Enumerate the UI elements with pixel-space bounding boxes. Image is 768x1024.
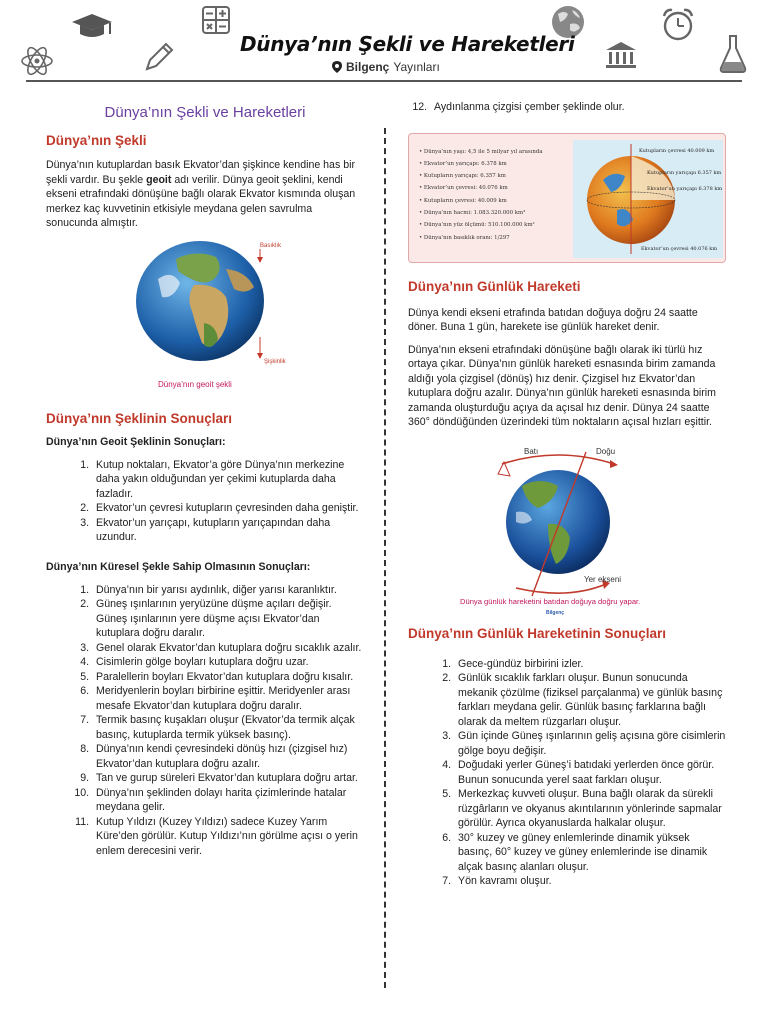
list-item: 6. 30° kuzey ve güney enlemlerinde dinamik yüksek basınç, 60° kuzey ve güney enlemlerinde ise dinamik alçak basınç alanları oluşur. bbox=[454, 831, 726, 875]
atom-icon bbox=[20, 44, 54, 78]
pencil-icon bbox=[142, 40, 176, 74]
graduation-cap-icon bbox=[70, 12, 114, 42]
fig2-east: Doğu bbox=[596, 446, 616, 456]
diagram-label: Kutupların yarıçapı 6.357 km bbox=[647, 169, 722, 176]
shape-paragraph bbox=[46, 158, 364, 231]
rotation-figure bbox=[408, 440, 726, 616]
fig1-label-top: Basıklık bbox=[260, 242, 282, 249]
museum-icon bbox=[604, 40, 638, 70]
subheading-geoit: Dünya’nın Geoit Şeklinin Sonuçları: bbox=[46, 435, 226, 448]
fact-item: • Dünya’nın hacmi: 1.083.320.000 km³ bbox=[419, 207, 543, 219]
list-item: 2. Günlük sıcaklık farkları oluşur. Bunun sonucunda mekanik çözülme (fiziksel parçalanma) ve günlük basınç farkları meydana gelir. Günlük basınç farklarına bağlı olarak da meltem rüzgarları oluşur. bbox=[454, 671, 726, 729]
flask-icon bbox=[718, 34, 748, 74]
pin-icon bbox=[332, 61, 342, 73]
page-header bbox=[0, 0, 768, 84]
section-main-title: Dünya’nın Şekli ve Hareketleri bbox=[104, 104, 306, 121]
daily-paragraph-2: Dünya’nın ekseni etrafındaki dönüşüne bağlı olarak iki türlü hız ortaya çıkar. Dünya’nın günlük hareketi esnasında birim zamanda aldığı yola çizgisel (dönüş) hız denir. Çizgisel hız Ekvator’dan kutuplara doğru azalır. Dünya’nın günlük hareketi esnasında birim zamanda oluşturduğu açıya da açısal hız denir. Dünya 24 saatte 360° döndüğünden üzerindeki tüm noktaların açısal hızları eşittir. bbox=[408, 343, 716, 428]
daily-results-list bbox=[436, 657, 726, 889]
calculator-icon bbox=[202, 6, 230, 34]
list-item: 9. Tan ve gurup süreleri Ekvator’dan kutuplara doğru artar. bbox=[92, 771, 364, 786]
section-title-shape: Dünya’nın Şekli bbox=[46, 133, 147, 148]
list-item: 6. Meridyenlerin boyları birbirine eşittir. Meridyenler arası mesafe Ekvator’dan kutuplara doğru daralır. bbox=[92, 684, 364, 713]
section-title-daily-results: Dünya’nın Günlük Hareketinin Sonuçları bbox=[408, 625, 667, 641]
daily-paragraph-1: Dünya kendi ekseni etrafında batıdan doğuya doğru 24 saatte döner. Buna 1 gün, harekete ise günlük hareket denir. bbox=[408, 306, 698, 333]
list-item: 4. Cisimlerin gölge boyları kutuplara doğru uzar. bbox=[92, 655, 364, 670]
diagram-label: Ekvator’un yarıçapı 6.378 km bbox=[647, 185, 723, 192]
geoid-globe-image bbox=[46, 239, 364, 399]
fig2-west: Batı bbox=[524, 446, 539, 456]
publisher-name: Yayınları bbox=[393, 60, 440, 74]
list-item: 11. Kutup Yıldızı (Kuzey Yıldızı) sadece Kuzey Yarım Küre’den görülür. Kutup Yıldızı’nın görülme açısı o yerin enlem derecesini verir. bbox=[92, 815, 364, 859]
list-item: 3. Ekvator’un yarıçapı, kutupların yarıçapından daha uzundur. bbox=[92, 516, 364, 545]
list-item: 3. Gün içinde Güneş ışınlarının geliş açısına göre cisimlerin gölge boyu değişir. bbox=[454, 729, 726, 758]
list-item: 2. Ekvator’un çevresi kutupların çevresinden daha geniştir. bbox=[92, 501, 364, 516]
subheading-kuresel: Dünya’nın Küresel Şekle Sahip Olmasının Sonuçları: bbox=[46, 560, 311, 573]
list-item: 2. Güneş ışınlarının yeryüzüne düşme açıları değişir. Güneş ışınlarının yere düşme açısı Ekvator’dan kutuplara doğru daralır. bbox=[92, 597, 364, 641]
list-item: 5. Merkezkaç kuvveti oluşur. Buna bağlı olarak da sürekli rüzgârların ve okyanus akıntılarının yönlerinde sapmalar görülür. Ayrıca okyanuslarda halkalar oluşur. bbox=[454, 787, 726, 831]
earth-facts-box bbox=[408, 133, 726, 263]
left-column bbox=[46, 100, 364, 858]
geoit-results-list bbox=[74, 458, 364, 545]
shape-text-a: Dünya’nın kutuplardan basık Ekvator’dan şişkince kendine has bir şekli vardır. Bu şekle bbox=[46, 159, 355, 186]
globe-diagram bbox=[573, 140, 723, 258]
page-title: Dünya’nın Şekli ve Hareketleri bbox=[240, 32, 575, 56]
right-column bbox=[408, 100, 726, 889]
section-title-daily: Dünya’nın Günlük Hareketi bbox=[408, 278, 581, 294]
publisher-logo bbox=[332, 60, 440, 74]
geoid-figure bbox=[46, 239, 364, 399]
fig1-caption: Dünya’nın geoit şekli bbox=[158, 379, 232, 389]
shape-text-b: adı verilir. Dünya geoit şeklini, kendi ekseni etrafındaki dönüşüne bağlı olarak Ekvator kısmında oluşan merkez kaç kuvvetinin etkisiyle meydana gelen savrulma sonucunda almıştır. bbox=[46, 173, 356, 229]
fact-item: • Kutupların çevresi: 40.009 km bbox=[419, 195, 543, 207]
shape-text-bold: geoit bbox=[146, 173, 172, 186]
fact-item: • Dünya’nın basıklık oranı: 1/297 bbox=[419, 232, 543, 244]
list-item: 7. Termik basınç kuşakları oluşur (Ekvator’da termik alçak basınç, kutuplarda termik yüksek basınç). bbox=[92, 713, 364, 742]
section-title-results: Dünya’nın Şeklinin Sonuçları bbox=[46, 410, 233, 426]
list-item: 10. Dünya’nın şeklinden dolayı harita çizimlerinde hatalar meydana gelir. bbox=[92, 786, 364, 815]
list-item: 5. Paralellerin boyları Ekvator’dan kutuplara doğru kısalır. bbox=[92, 670, 364, 685]
list-item: 12. Aydınlanma çizgisi çember şeklinde olur. bbox=[430, 100, 726, 115]
fig2-caption: Dünya günlük hareketini batıdan doğuya doğru yapar. bbox=[460, 596, 641, 606]
publisher-brand: Bilgenç bbox=[346, 60, 390, 74]
fig2-axis: Yer ekseni bbox=[584, 574, 622, 584]
kuresel-results-list bbox=[74, 583, 364, 859]
column-divider bbox=[384, 128, 386, 988]
fig1-label-bottom: Şişkinlik bbox=[264, 358, 286, 365]
rotation-globe-image bbox=[408, 440, 726, 616]
list-item: 1. Kutup noktaları, Ekvator’a göre Dünya’nın merkezine daha yakın olduğundan yer çekimi kutuplarda daha fazladır. bbox=[92, 458, 364, 502]
fact-item: • Kutupların yarıçapı: 6.357 km bbox=[419, 170, 543, 182]
fig2-brand: Bilgenç bbox=[546, 609, 565, 616]
header-rule bbox=[26, 80, 742, 82]
fact-item: • Ekvator’un yarıçapı: 6.378 km bbox=[419, 158, 543, 170]
fact-item: • Dünya’nın yaşı: 4,5 ile 5 milyar yıl arasında bbox=[419, 146, 543, 158]
list-item: 3. Genel olarak Ekvator’dan kutuplara doğru sıcaklık azalır. bbox=[92, 641, 364, 656]
fact-item: • Dünya’nın yüz ölçümü: 510.100.000 km² bbox=[419, 219, 543, 231]
continued-list bbox=[412, 100, 726, 115]
fact-item: • Ekvator’un çevresi: 40.076 km bbox=[419, 182, 543, 194]
earth-facts-list bbox=[419, 146, 543, 244]
globe-diagram-svg bbox=[573, 140, 723, 258]
list-item: 8. Dünya’nın kendi çevresindeki dönüş hızı (çizgisel hız) Ekvator’dan kutuplara doğru azalır. bbox=[92, 742, 364, 771]
list-item: 1. Gece-gündüz birbirini izler. bbox=[454, 657, 726, 672]
list-item: 1. Dünya’nın bir yarısı aydınlık, diğer yarısı karanlıktır. bbox=[92, 583, 364, 598]
list-item: 7. Yön kavramı oluşur. bbox=[454, 874, 726, 889]
list-item: 4. Doğudaki yerler Güneş’i batıdaki yerlerden önce görür. Bunun sonucunda yerel saat farkları oluşur. bbox=[454, 758, 726, 787]
diagram-label: Ekvator’un çevresi 40.076 km bbox=[641, 245, 718, 252]
alarm-clock-icon bbox=[660, 6, 696, 42]
diagram-label: Kutupların çevresi 40.009 km bbox=[639, 147, 715, 154]
